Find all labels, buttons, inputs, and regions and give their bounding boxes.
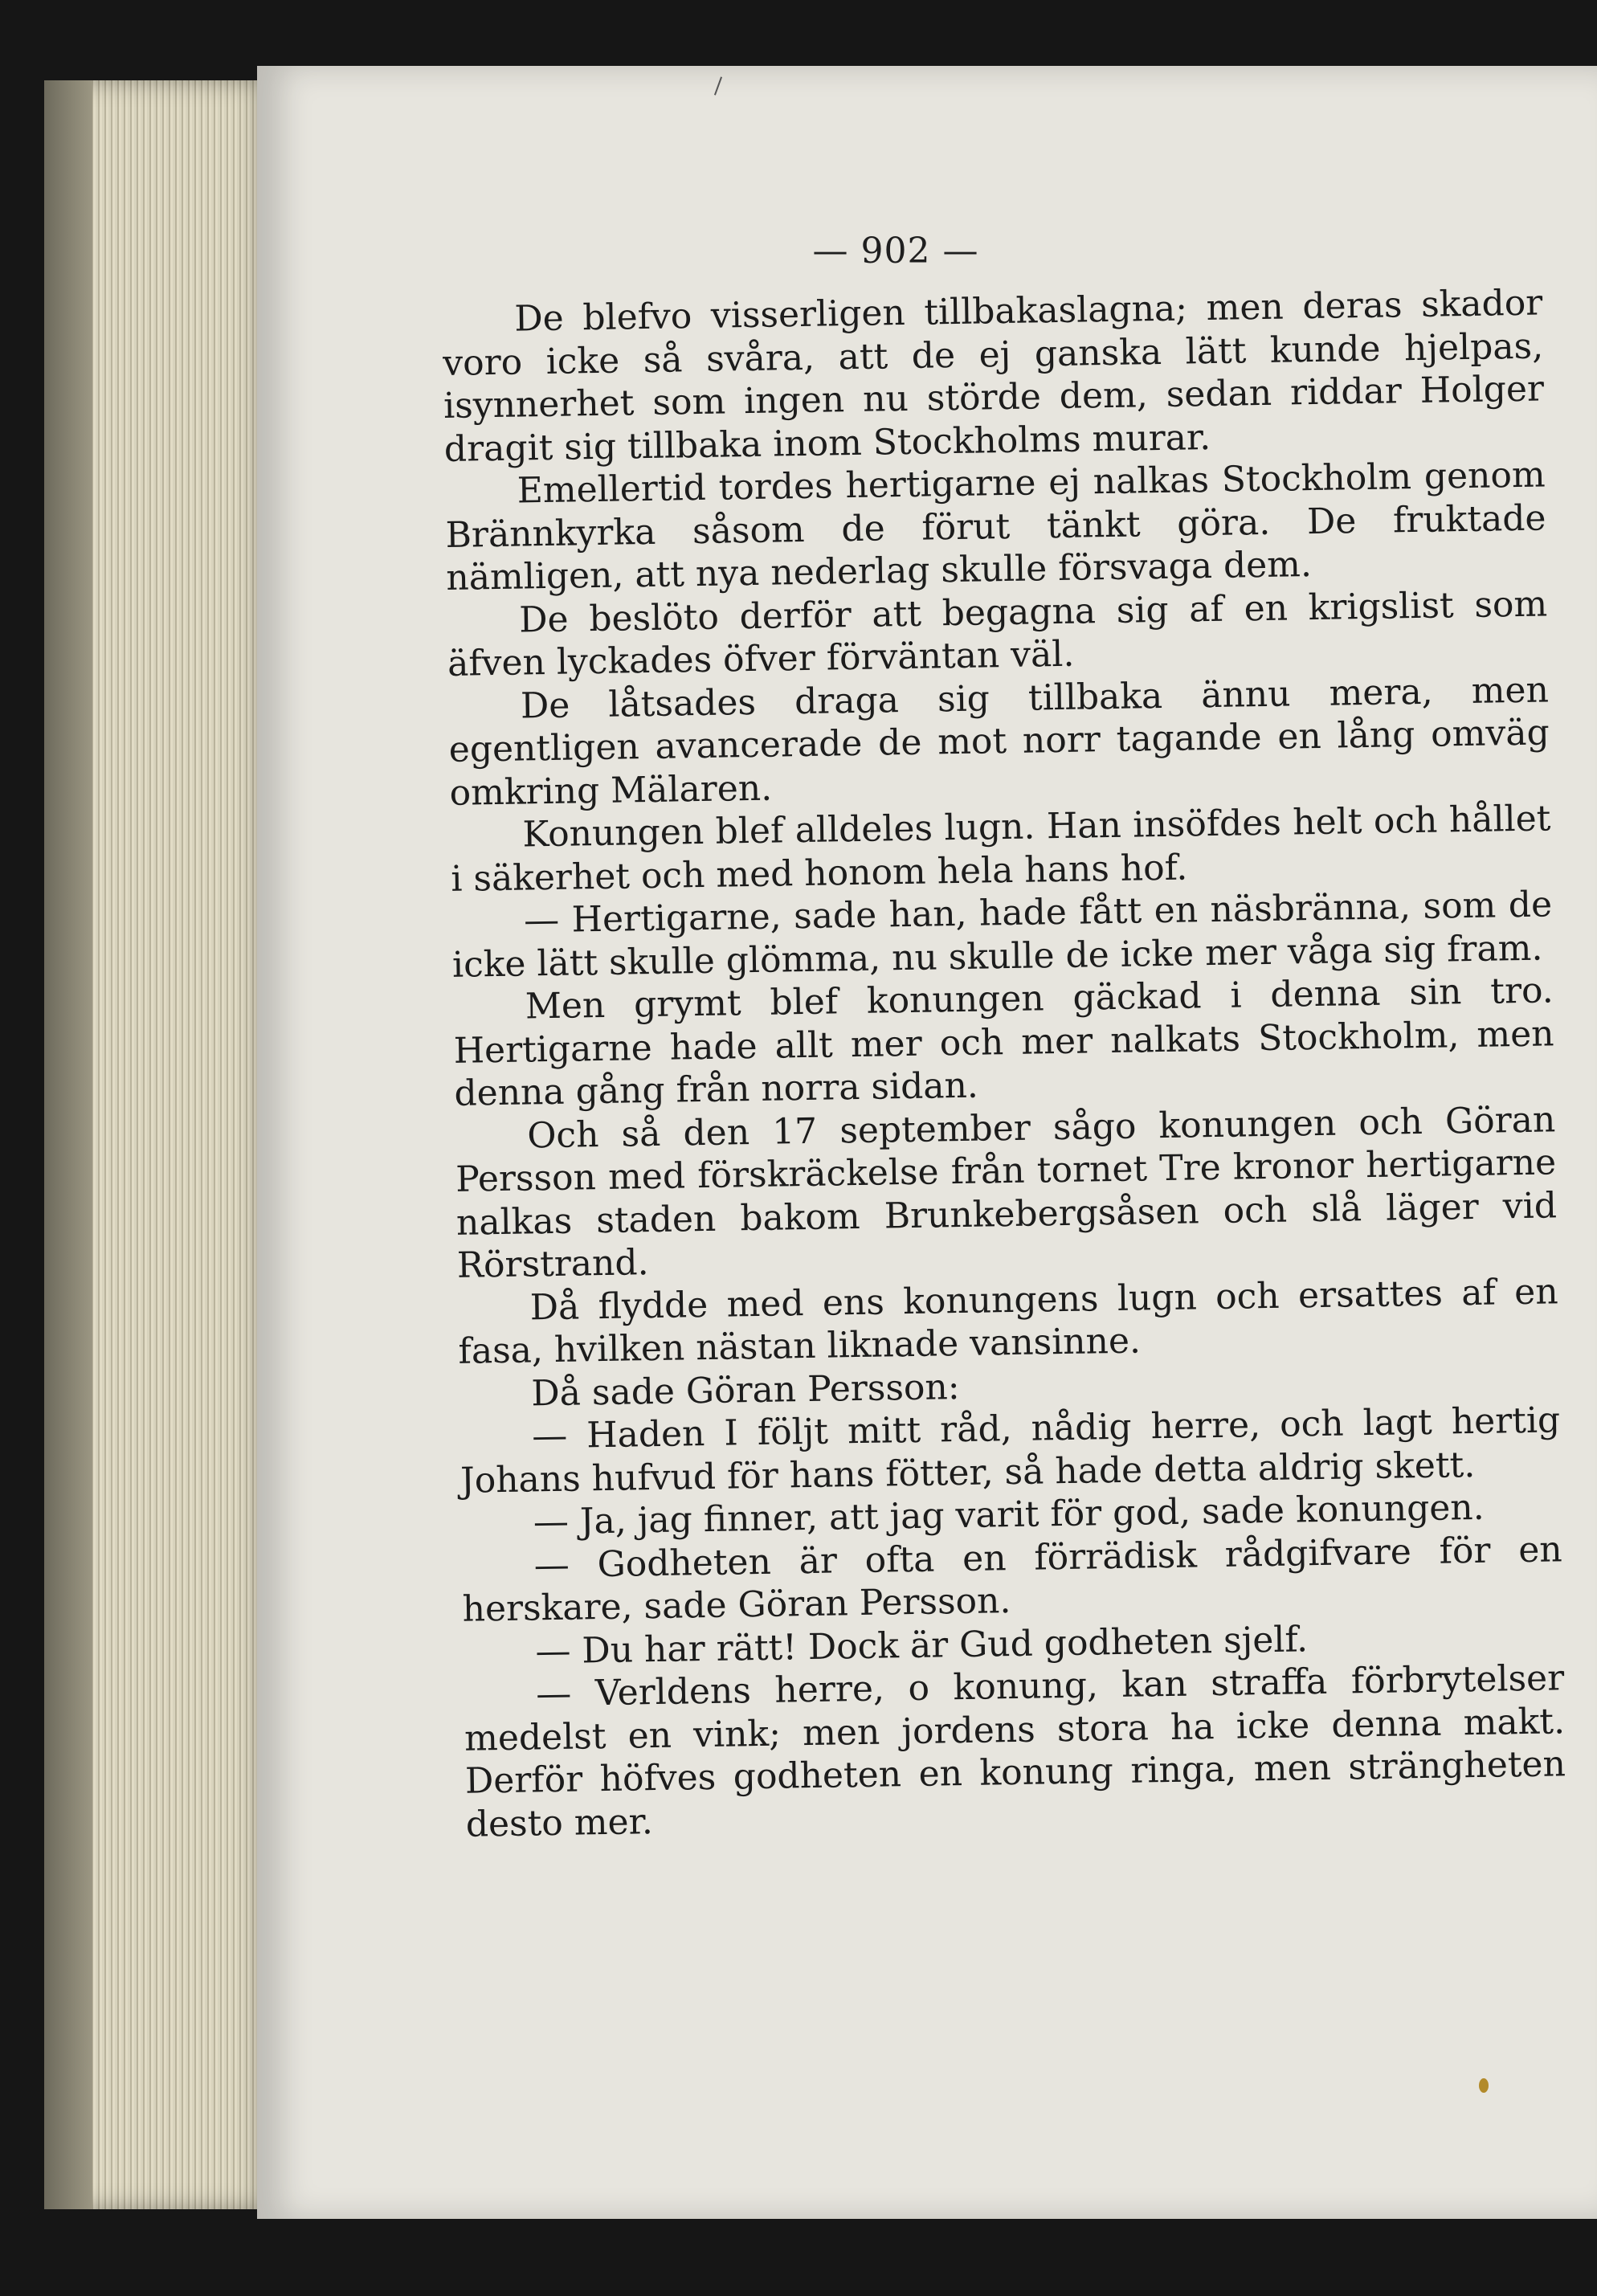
paragraph: Emellertid tordes hertigarne ej nalkas Stockholm genom Brännkyrka såsom de förut tänkt göra. De fruktade nämligen, att nya nederlag skulle försvaga dem. [445, 454, 1546, 599]
paragraph: — Verldens herre, o konung, kan straffa förbrytelser medelst en vink; men jordens stora ha icke denna makt. Derför höfves godheten en konung ringa, men strängheten desto mer. [464, 1657, 1566, 1845]
paragraph: Konungen blef alldeles lugn. Han insöfdes helt och hållet i säkerhet och med honom hela hans hof. [450, 798, 1551, 900]
paragraph: — Haden I följt mitt råd, nådig herre, och lagt hertig Johans hufvud för hans fötter, så hade detta aldrig skett. [459, 1399, 1561, 1501]
paragraph: Då sade Göran Persson: [531, 1366, 960, 1414]
paragraph: — Du har rätt! Dock är Gud godheten sjelf. [535, 1618, 1309, 1672]
book-page [257, 66, 1597, 2219]
paragraph: Då flydde med ens konungens lugn och ersattes af en fasa, hvilken nästan liknade vansinne. [458, 1270, 1558, 1372]
paragraph: De låtsades draga sig tillbaka ännu mera, men egentligen avancerade de mot norr tagande en lång omväg omkring Mälaren. [448, 668, 1550, 814]
paragraph: Och så den 17 september sågo konungen och Göran Persson med förskräckelse från tornet Tre kronor hertigarne nalkas staden bakom Brunkebergsåsen och slå läger vid Rörstrand. [455, 1098, 1558, 1286]
paragraph: — Godheten är ofta en förrädisk rådgifvare för en herskare, sade Göran Persson. [462, 1528, 1563, 1630]
paragraph: De beslöto derför att begagna sig af en krigslist som äfven lyckades öfver förväntan väl. [447, 582, 1548, 684]
paragraph: — Hertigarne, sade han, hade fått en näsbränna, som de icke lätt skulle glömma, nu skulle de icke mer våga sig fram. [451, 884, 1553, 986]
paragraph: De blefvo visserligen tillbakaslagna; men deras skador voro icke så svåra, att de ej ganska lätt kunde hjelpas, isynnerhet som ingen nu störde dem, sedan riddar Holger dragit sig tillbaka inom Stockholms murar. [442, 282, 1545, 470]
page-number: — 902 — [812, 231, 979, 272]
ink-spot [1479, 2078, 1489, 2093]
paragraph: Men grymt blef konungen gäckad i denna sin tro. Hertigarne hade allt mer och mer nalkats Stockholm, men denna gång från norra sidan. [453, 970, 1554, 1114]
paragraph: — Ja, jag finner, att jag varit för god, sade konungen. [533, 1486, 1485, 1543]
page-text [442, 281, 1566, 1845]
book-spine-shadow [44, 80, 92, 2209]
